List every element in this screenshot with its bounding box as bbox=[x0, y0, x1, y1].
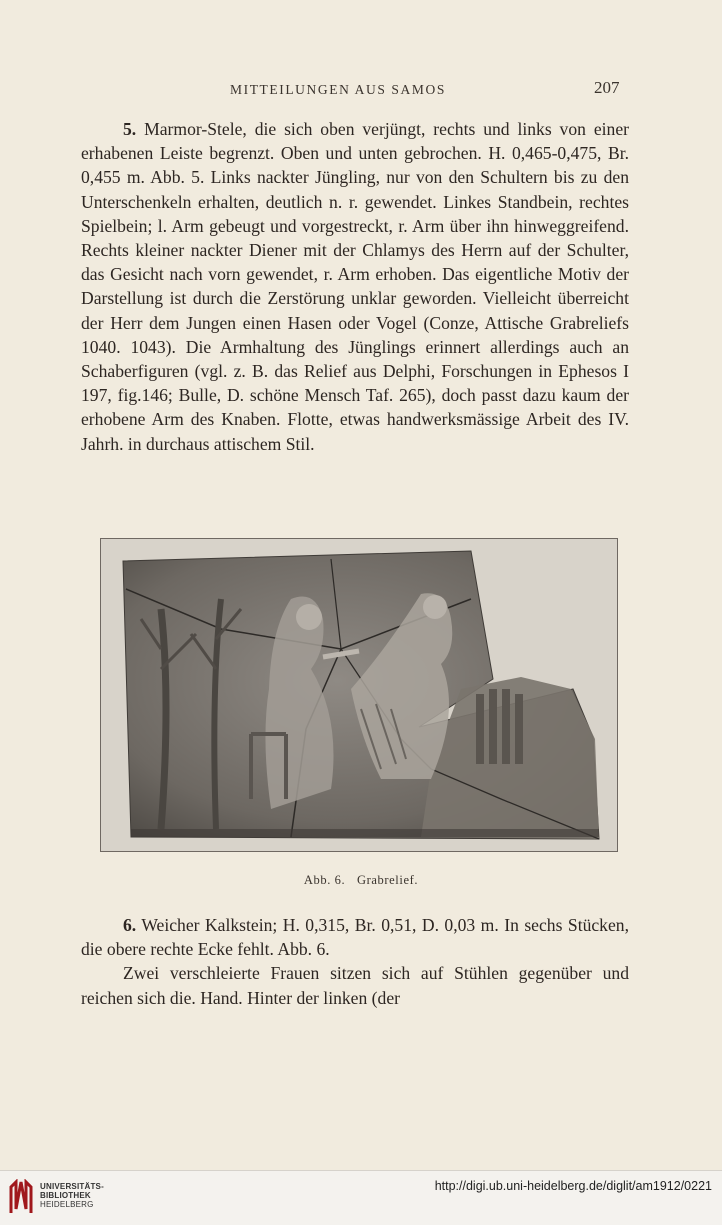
grave-relief-image bbox=[101, 539, 617, 851]
figure-caption bbox=[0, 873, 722, 888]
page-header bbox=[0, 78, 722, 102]
entry-6-continuation: Zwei verschleierte Frauen sitzen sich auf Stühlen gegenüber und reichen sich die. Hand. Hinter der linken (der bbox=[81, 963, 629, 1008]
running-title: MITTEILUNGEN AUS SAMOS bbox=[230, 82, 446, 97]
entry-5-text: Marmor-Stele, die sich oben verjüngt, rechts und links von einer erhabenen Leiste begrenzt. Oben und unten gebrochen. H. 0,465-0,475, Br. 0,455 m. Abb. 5. Links nackter Jüngling, nur von den Schultern bis zu den Unterschenkeln erhalten, deutlich n. r. gewendet. Linkes Standbein, rechtes Spielbein; l. Arm gebeugt und vorgestreckt, r. Arm über ihn hinweggreifend. Rechts kleiner nackter Diener mit der Chlamys des Herrn auf der Schulter, das Gesicht nach vorn gewendet, r. Arm erhoben. Das eigentliche Motiv der Darstellung ist durch die Zerstörung unklar geworden. Vielleicht überreicht der Herr dem Jungen einen Hasen oder Vogel (Conze, Attische Grabreliefs 1040. 1043). Die Armhaltung des Jünglings erinnert allerdings auch an Schaberfiguren (vgl. z. B. das Relief aus Delphi, Forschungen in Ephesos I 197, fig.146; Bulle, D. schöne Mensch Taf. 265), doch passt dazu kaum der erhobene Arm des Knaben. Flotte, etwas handwerksmässige Arbeit des IV. Jahrh. in durchaus attischem Stil. bbox=[81, 119, 629, 454]
entry-6-paragraph bbox=[81, 913, 629, 1010]
entry-5-paragraph bbox=[81, 117, 629, 456]
relief-photograph bbox=[100, 538, 618, 852]
library-crest-icon bbox=[8, 1179, 34, 1217]
page-number: 207 bbox=[594, 78, 620, 97]
library-logo bbox=[8, 1179, 128, 1219]
figure-label: Abb. 6. bbox=[303, 873, 346, 887]
entry-6-text: Weicher Kalkstein; H. 0,315, Br. 0,51, D. 0,03 m. In sechs Stücken, die obere rechte Ecke fehlt. Abb. 6. bbox=[81, 915, 629, 960]
library-name: UNIVERSITÄTS- BIBLIOTHEK HEIDELBERG bbox=[40, 1182, 104, 1209]
entry-number: 6. bbox=[123, 915, 137, 935]
figure-title: Grabrelief. bbox=[357, 873, 419, 887]
library-footer bbox=[0, 1170, 722, 1225]
source-url-link[interactable]: http://digi.ub.uni-heidelberg.de/diglit/am1912/0221 bbox=[434, 1179, 712, 1193]
entry-number: 5. bbox=[123, 119, 137, 139]
